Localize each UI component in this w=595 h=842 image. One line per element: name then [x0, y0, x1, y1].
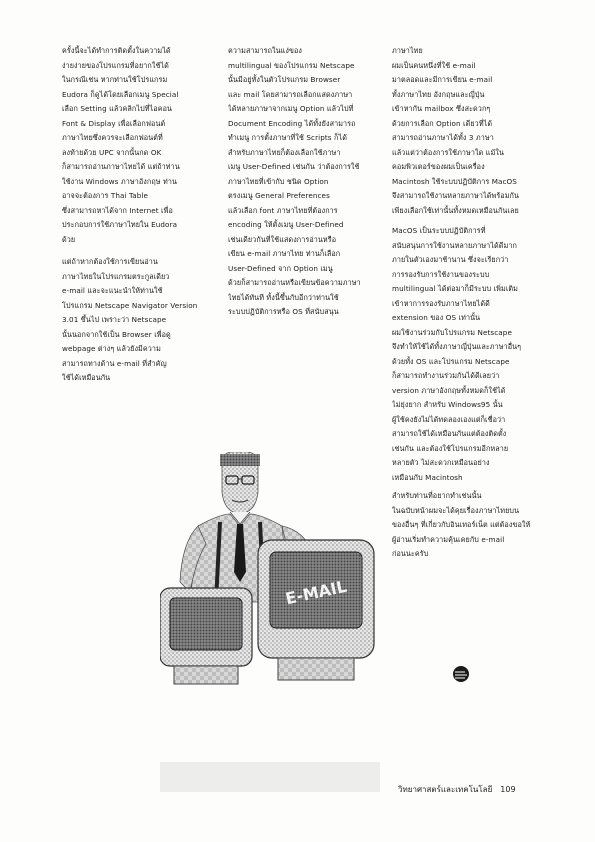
text-line: ผู้อ่านเริ่มทำความคุ้นเคยกับ e-mail [392, 534, 505, 544]
col3-paragraph-3 [392, 489, 540, 562]
page-footer [398, 783, 516, 796]
text-line: ง่ายง่ายของโปรแกรมที่อยากใช้ได้ [62, 60, 169, 70]
text-line: ใช้ได้เหมือนกัน [62, 373, 111, 382]
text-line: การรองรับการใช้งานของระบบ [392, 269, 490, 279]
column-2 [228, 44, 374, 320]
column-1 [62, 44, 208, 386]
text-line: สามารถใช้ได้เหมือนกันแต่ต้องติดตั้ง [392, 429, 507, 438]
magazine-name: วิทยาศาสตร์และเทคโนโลยี [398, 785, 493, 794]
text-line: ลงท้ายด้วย UPC จากนั้นกด OK [62, 147, 162, 157]
text-line: ด้วย [62, 234, 76, 244]
scan-artifact [160, 752, 380, 812]
text-line: ระบบปฏิบัติการหรือ OS ที่สนับสนุน [228, 307, 339, 316]
text-line: multilingual ของโปรแกรม Netscape [228, 60, 355, 70]
text-line: version ภาษาอังกฤษทั้งหมดก็ใช้ได้ [392, 385, 506, 395]
col3-paragraph-2 [392, 224, 540, 485]
text-line: ด้วยการเลือก Option เดียวที่ได้ [392, 118, 493, 128]
text-line: 3.01 ขึ้นไป เพราะว่า Netscape [62, 315, 167, 324]
man-with-computers-illustration [160, 452, 378, 686]
text-line: เมนู User-Defined เช่นกัน ว่าต้องการใช้ [228, 162, 360, 171]
text-line: นั้นนอกจากใช้เป็น Browser เพื่อดู [62, 329, 171, 339]
text-line: สำหรับภาษาไทยก็ต้องเลือกใช้ภาษา [228, 147, 341, 157]
text-line: encoding ให้ตั้งเมนู User-Defined [228, 220, 344, 229]
text-line: ผู้ใช้คงยังไม่ได้ทดลองเองแต่ก็เชื่อว่า [392, 414, 506, 424]
text-line: ครั้งนี้จะได้ทำการติดตั้งในความได้ [62, 46, 171, 55]
text-line: ก็สามารถอ่านภาษาไทยได้ แต่ถ้าท่าน [62, 162, 180, 171]
col3-paragraph-1 [392, 59, 540, 219]
text-line: หลายตัว ไม่สะดวกเหมือนอย่าง [392, 458, 490, 467]
page-number: 109 [500, 785, 516, 794]
text-line: และ mail โดยสามารถเลือกแสดงภาษา [228, 89, 353, 99]
text-line: ประกอบการใช้ภาษาไทยใน Eudora [62, 220, 178, 229]
text-line: เช่นเดียวกันที่ใช้แสดงการอ่านหรือ [228, 234, 337, 244]
text-line: เพียงเลือกใช้เท่านั้นทั้งหมดเหมือนกันเลย [392, 205, 519, 215]
text-line: ในกรณีเช่น หากท่านใช้โปรแกรม [62, 75, 168, 84]
text-line: ได้หลายภาษาจากเมนู Option แล้วไปที่ [228, 104, 354, 113]
text-line: ผมใช้งานร่วมกับโปรแกรม Netscape [392, 327, 512, 337]
text-line: ในฉบับหน้าผมจะได้คุยเรื่องภาษาไทยบน [392, 505, 520, 515]
text-line: เช่นกัน และต้องใช้โปรแกรมอีกหลาย [392, 443, 509, 453]
text-line: ใช้งาน Windows ภาษาอังกฤษ ท่าน [62, 176, 177, 186]
text-line: ไทยได้ทันที ทั้งนี้ขึ้นกับอีกว่าท่านใช้ [228, 292, 339, 302]
text-line: ก็สามารถทำงานร่วมกันได้ดีเลยว่า [392, 371, 500, 380]
text-line: เขียน e-mail ภาษาไทย ท่านก็เลือก [228, 249, 341, 258]
text-line: สามารถอ่านภาษาได้ทั้ง 3 ภาษา [392, 133, 494, 142]
text-line: Document Encoding ได้ทั้งยังสามารถ [228, 118, 356, 128]
text-line: multilingual ได้ต่อมาก็มีระบบ เพิ่มเติม [392, 284, 518, 293]
end-of-article-icon [451, 664, 471, 684]
text-line: อาจจะต้องการ Thai Table [62, 191, 149, 200]
text-line: ภาษาไทยในโปรแกรมตระกูลเดียว [62, 271, 170, 281]
text-line: สนับสนุนการใช้งานหลายภาษาได้ดีมาก [392, 240, 517, 250]
text-line: จึงทำให้ใช้ได้ทั้งภาษาญี่ปุ่นและภาษาอื่นๆ [392, 342, 522, 351]
text-line: คอมพิวเตอร์ของผมเป็นเครื่อง [392, 162, 485, 171]
text-line: มาตลอดและมีการเขียน e-mail [392, 75, 493, 84]
text-line: Macintosh ใช้ระบบปฏิบัติการ MacOS [392, 176, 517, 186]
text-line: ของอื่นๆ ที่เกี่ยวกับอินเทอร์เน็ต แต่ต้องขอให้ [392, 520, 531, 529]
text-line: ไม่ยุ่งยาก สำหรับ Windows95 นั้น [392, 400, 503, 409]
text-line: Font & Display เพื่อเลือกฟอนต์ [62, 118, 166, 128]
text-line: extension ของ OS เท่านั้น [392, 313, 481, 322]
text-line: ภาษาไทยซึ่งควรจะเลือกฟอนต์ที่ [62, 133, 163, 142]
text-line: ซึ่งสามารถหาได้จาก Internet เพื่อ [62, 205, 173, 215]
text-line: webpage ต่างๆ แล้วยังมีความ [62, 344, 161, 353]
col2-paragraph-1 [228, 44, 374, 320]
text-line: จึงสามารถใช้งานหลายภาษาได้พร้อมกัน [392, 191, 520, 200]
text-line: ภายในตัวเองมาช้านาน ซึ่งจะเรียกว่า [392, 255, 509, 264]
monitor-email-label: E-MAIL [283, 576, 349, 609]
text-line: ด้วยทั้ง OS และโปรแกรม Netscape [392, 356, 510, 366]
text-line: ผมเป็นคนหนึ่งที่ใช้ e-mail [392, 60, 476, 70]
text-line: e-mail และจะแนะนำให้ท่านใช้ [62, 286, 163, 295]
column-3 [392, 44, 540, 562]
text-line: สามารถทางด้าน e-mail ที่สำคัญ [62, 358, 167, 368]
text-line: แล้วแต่ว่าต้องการใช้ภาษาใด แม้ใน [392, 147, 504, 157]
text-line: ทั้งภาษาไทย อังกฤษและญี่ปุ่น [392, 89, 485, 99]
text-line: ทำเมนู การตั้งภาษาที่ใช้ Scripts ก็ได้ [228, 133, 347, 142]
text-line: แต่ถ้าหากต้องใช้การเขียนอ่าน [62, 257, 158, 266]
small-monitor [160, 588, 252, 684]
text-line: ภาษาไทย [392, 46, 423, 55]
text-line: ด้วยก็สามารถอ่านหรือเขียนข้อความภาษา [228, 278, 361, 287]
col1-paragraph-2 [62, 255, 208, 386]
text-line: เลือก Setting แล้วคลิกไปที่ไอคอน [62, 104, 173, 113]
e-mail-monitor [258, 540, 374, 680]
text-line: Eudora ก็ดูได้โดยเลือกเมนู Special [62, 89, 179, 99]
text-line: ความสามารถในแง่ของ [228, 46, 303, 55]
text-line: แล้วเลือก font ภาษาไทยที่ต้องการ [228, 205, 338, 215]
text-line: MacOS เป็นระบบปฏิบัติการที่ [392, 226, 486, 235]
text-line: เข้าหาการรองรับภาษาไทยได้ดี [392, 298, 490, 308]
text-line: ภาษาไทยที่เข้ากับ ชนิด Option [228, 176, 329, 186]
text-line: ก่อนนะครับ [392, 549, 429, 558]
text-line: สำหรับท่านที่อยากทำเช่นนั้น [392, 491, 482, 500]
text-line: ตรงเมนู General Preferences [228, 191, 330, 200]
col1-paragraph-1 [62, 44, 208, 247]
text-line: เข้าหากัน mailbox ซึ่งสะดวกๆ [392, 104, 491, 113]
text-line: โปรแกรม Netscape Navigator Version [62, 300, 198, 310]
text-line: User-Defined จาก Option เมนู [228, 263, 333, 273]
text-line: เหมือนกับ Macintosh [392, 472, 463, 482]
text-line: นั้นมีอยู่ทั้งในตัวโปรแกรม Browser [228, 75, 341, 84]
col3-paragraph-0 [392, 44, 540, 59]
